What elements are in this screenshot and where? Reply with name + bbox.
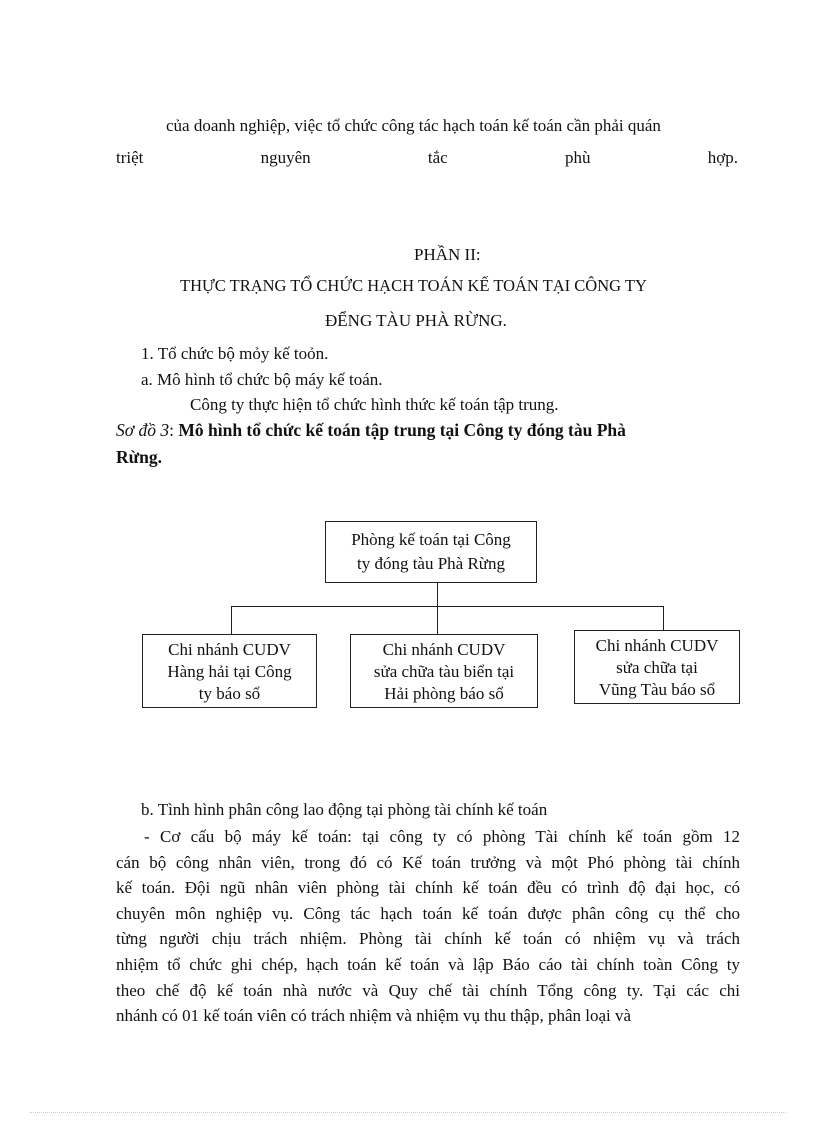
branch-1-line-1: Chi nhánh CUDV bbox=[168, 640, 291, 659]
head-office-line-2: ty đóng tàu Phà Rừng bbox=[356, 554, 506, 573]
diagram-caption-colon: : bbox=[169, 420, 179, 440]
branch-2-line-2: sửa chữa tàu biển tại bbox=[373, 662, 515, 681]
paragraph-line: kế toán. Đội ngũ nhân viên phòng tài chính kế toán đều có trình độ đại học, có bbox=[116, 878, 740, 898]
paragraph-line: nhánh có 01 kế toán viên có trách nhiệm và nhiệm vụ thu thập, phân loại và bbox=[116, 1006, 632, 1026]
diagram-caption-line-2: Rừng. bbox=[116, 447, 162, 467]
part-title-line-1: THỰC TRẠNG TỔ CHỨC HẠCH TOÁN KẾ TOÁN TẠI CÔNG TY bbox=[180, 276, 647, 295]
connector-middle bbox=[437, 606, 438, 634]
branch-box-3 bbox=[574, 630, 740, 704]
intro-word: phù bbox=[564, 148, 591, 167]
intro-word: hợp. bbox=[707, 148, 738, 167]
head-office-line-1: Phòng kế toán tại Công bbox=[351, 530, 511, 549]
connector-left bbox=[231, 606, 232, 634]
branch-box-1 bbox=[142, 634, 317, 708]
paragraph-line: nhiệm tổ chức ghi chép, hạch toán kế toán và lập Báo cáo tài chính toàn Công ty bbox=[116, 954, 740, 974]
diagram-caption-title: Mô hình tổ chức kế toán tập trung tại Công ty đóng tàu Phà bbox=[178, 420, 626, 440]
section-b-paragraph bbox=[116, 824, 740, 1029]
branch-1-line-2: Hàng hải tại Công bbox=[167, 662, 292, 681]
section-a-text: Công ty thực hiện tổ chức hình thức kế toán tập trung. bbox=[190, 395, 559, 414]
paragraph-line: theo chế độ kế toán nhà nước và Quy chế tài chính Tổng công ty. Tại các chi bbox=[116, 980, 740, 1000]
paragraph-line: chuyên môn nghiệp vụ. Công tác hạch toán kế toán được phân công cụ thể cho bbox=[116, 903, 740, 923]
branch-3-line-1: Chi nhánh CUDV bbox=[595, 636, 719, 655]
intro-word: nguyên bbox=[260, 148, 311, 167]
intro-word: triệt bbox=[116, 148, 144, 167]
connector-right bbox=[663, 606, 664, 630]
section-b-heading: b. Tình hình phân công lao động tại phòng tài chính kế toán bbox=[141, 800, 548, 819]
intro-line-2 bbox=[116, 148, 738, 168]
paragraph-line: từng người chịu trách nhiệm. Phòng tài chính kế toán có nhiệm vụ và trách bbox=[116, 929, 740, 949]
branch-3-line-2: sửa chữa tại bbox=[616, 658, 698, 677]
branch-2-line-3: Hải phòng báo sổ bbox=[384, 684, 504, 703]
connector-vertical-top bbox=[437, 583, 438, 607]
part-title-line-2: ĐỂNG TÀU PHÀ RỪNG. bbox=[325, 311, 507, 330]
head-office-box bbox=[325, 521, 537, 583]
branch-box-2 bbox=[350, 634, 538, 708]
connector-horizontal bbox=[231, 606, 664, 607]
diagram-caption bbox=[116, 420, 626, 440]
section-1-heading: 1. Tổ chức bộ mỏy kế toỏn. bbox=[141, 344, 329, 363]
branch-3-line-3: Vũng Tàu báo sổ bbox=[598, 680, 716, 699]
branch-1-line-3: ty báo sổ bbox=[198, 684, 261, 703]
part-label: PHẦN II: bbox=[414, 245, 481, 264]
page-bottom-rule bbox=[30, 1112, 786, 1113]
paragraph-line: cán bộ công nhân viên, trong đó có Kế toán trưởng và một Phó phòng tài chính bbox=[116, 852, 740, 872]
intro-line-1: của doanh nghiệp, việc tổ chức công tác hạch toán kế toán cần phải quán bbox=[166, 116, 661, 135]
paragraph-line: - Cơ cấu bộ máy kế toán: tại công ty có phòng Tài chính kế toán gồm 12 bbox=[144, 827, 740, 846]
section-a-heading: a. Mô hình tổ chức bộ máy kế toán. bbox=[141, 370, 383, 389]
diagram-caption-label: Sơ đồ 3 bbox=[116, 420, 170, 440]
branch-2-line-1: Chi nhánh CUDV bbox=[382, 640, 506, 659]
intro-word: tắc bbox=[427, 148, 448, 167]
